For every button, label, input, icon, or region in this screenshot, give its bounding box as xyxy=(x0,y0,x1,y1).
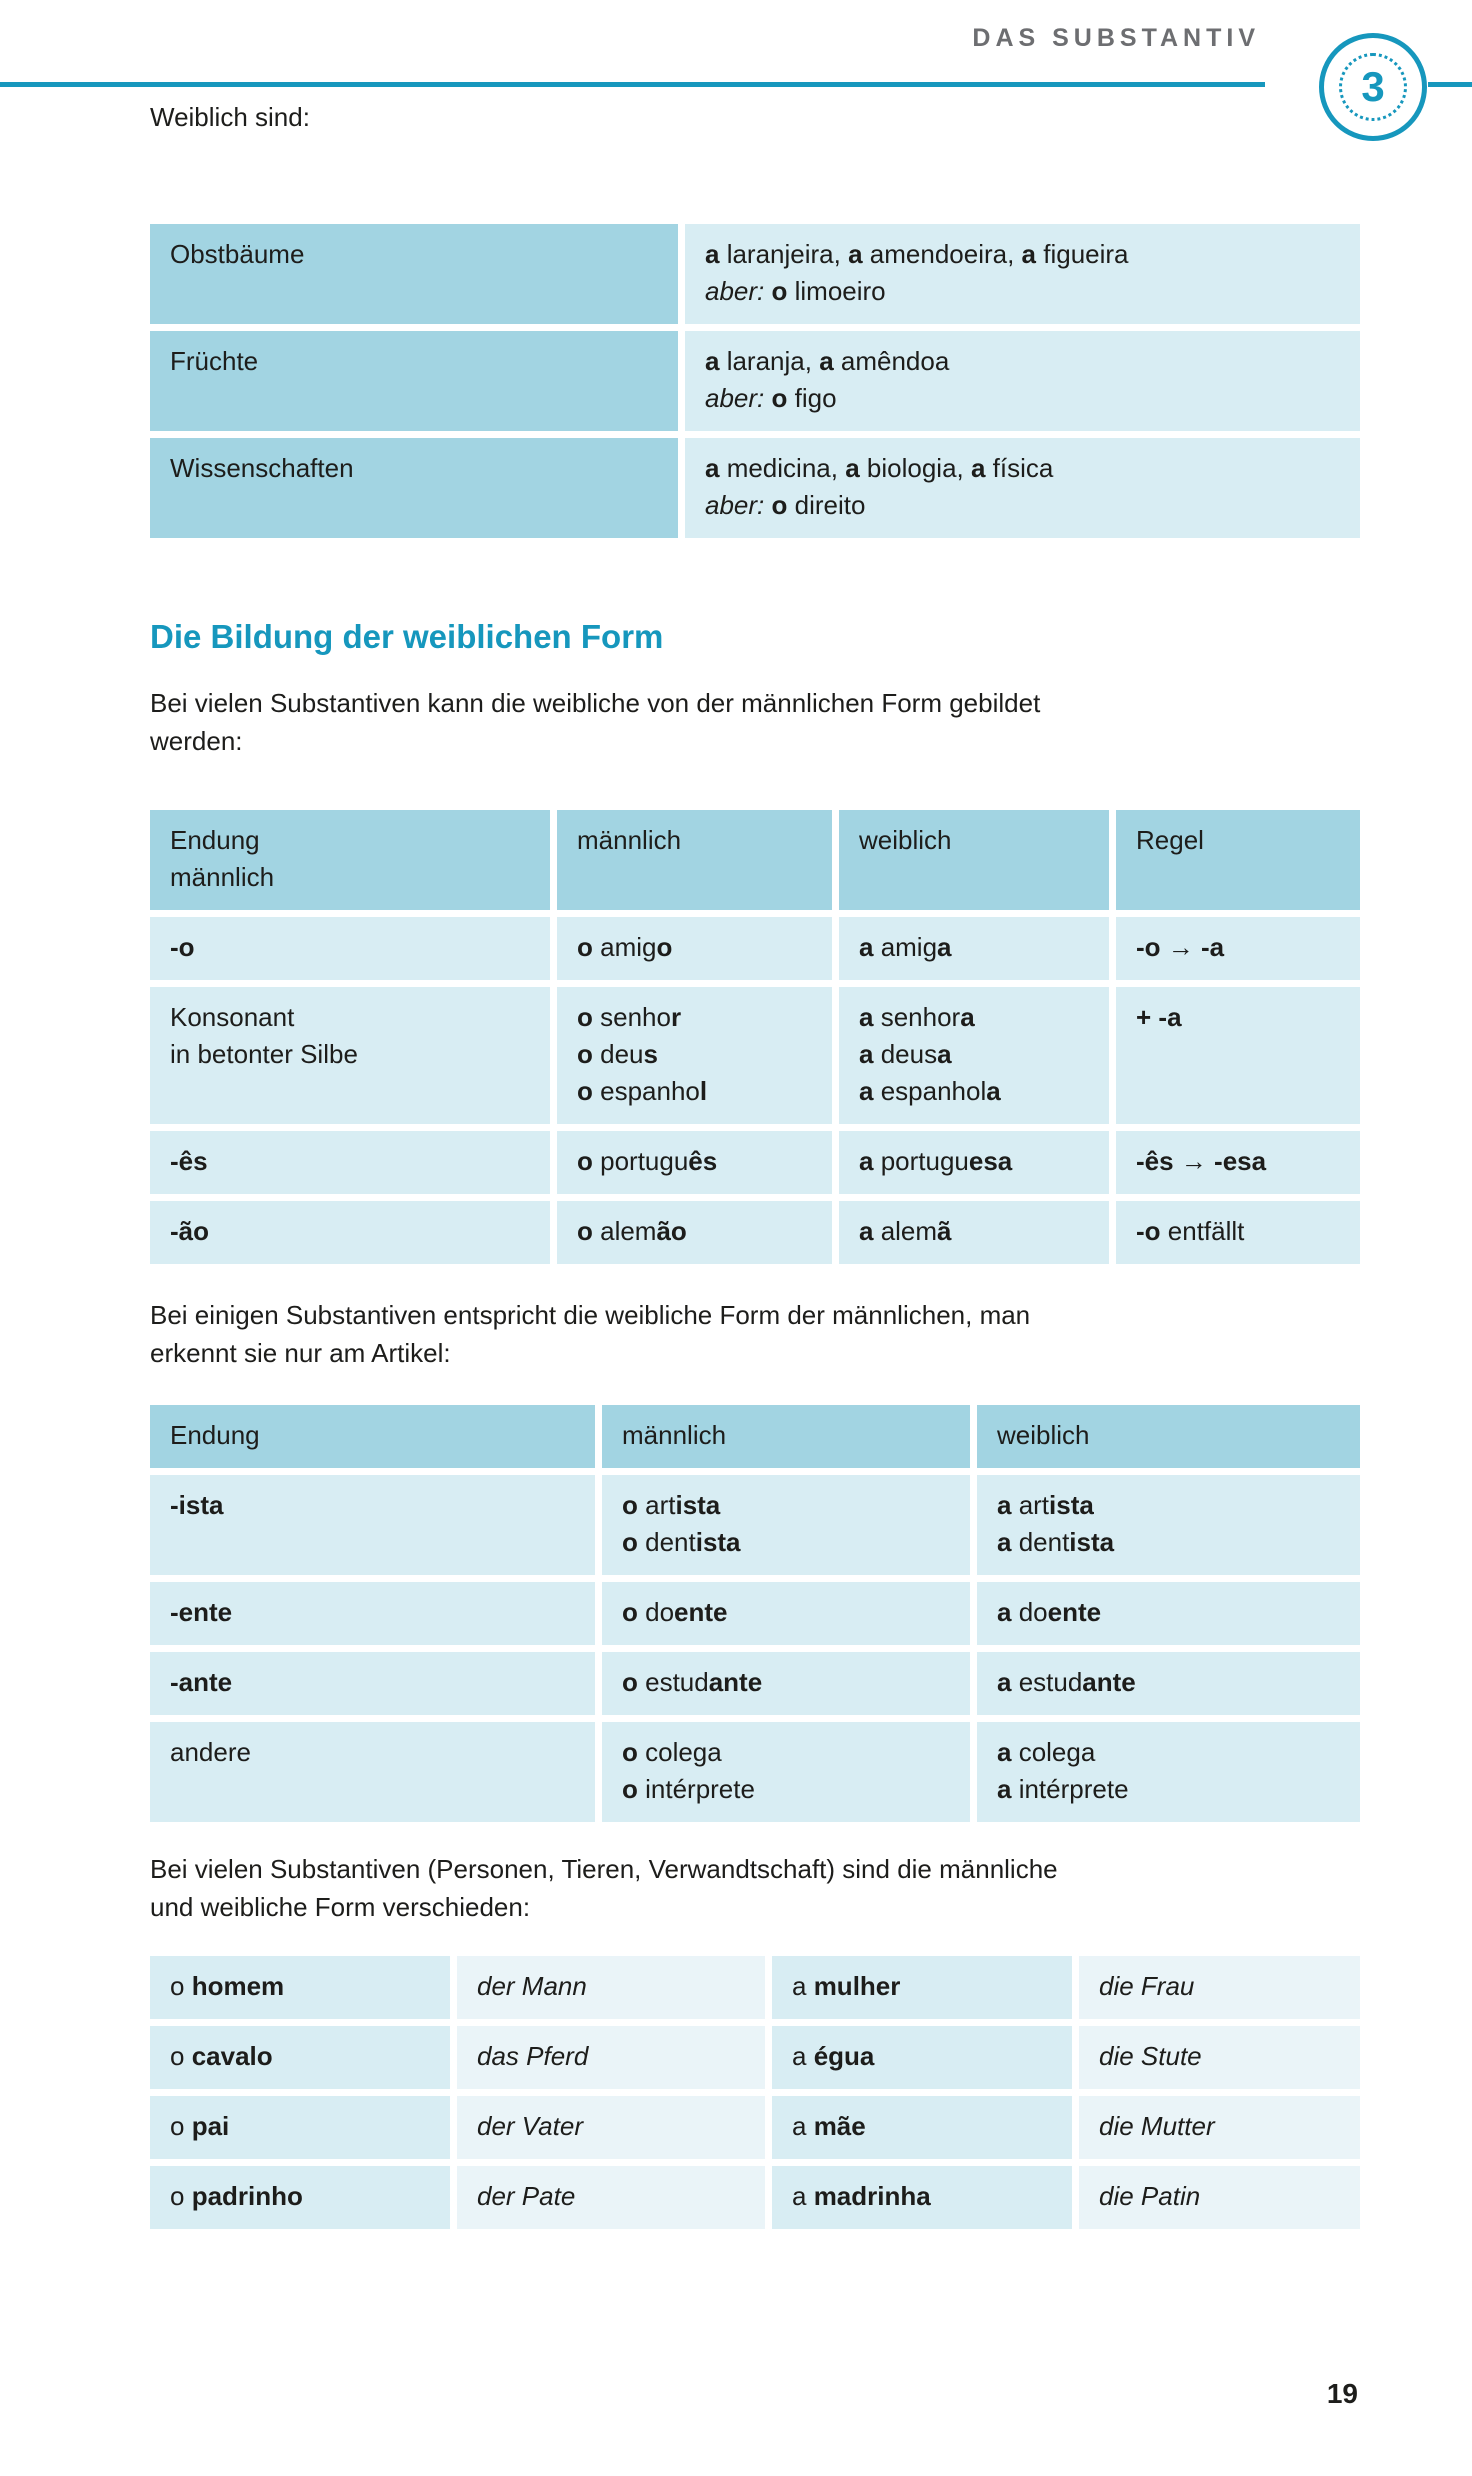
rule-cell: -o entfällt xyxy=(1116,1201,1360,1264)
different-forms-table xyxy=(150,1956,1360,2229)
portuguese-feminine-cell: a madrinha xyxy=(772,2166,1072,2229)
masculine-cell: o amigo xyxy=(557,917,832,980)
feminine-cell: a amiga xyxy=(839,917,1109,980)
chapter-number: 3 xyxy=(1361,63,1385,110)
column-header-weiblich: weiblich xyxy=(977,1405,1360,1468)
section-heading: Die Bildung der weiblichen Form xyxy=(150,618,664,655)
masculine-cell: o colega o intérprete xyxy=(602,1722,970,1822)
german-feminine-cell: die Patin xyxy=(1079,2166,1360,2229)
examples-cell: a laranjeira, a amendoeira, a figueira aber: o limoeiro xyxy=(685,224,1360,324)
examples-cell: a medicina, a biologia, a física aber: o direito xyxy=(685,438,1360,538)
column-header-regel: Regel xyxy=(1116,810,1360,910)
feminine-cell: a alemã xyxy=(839,1201,1109,1264)
rule-cell: -ês → -esa xyxy=(1116,1131,1360,1194)
paragraph: Bei vielen Substantiven (Personen, Tieren, Verwandtschaft) sind die männliche und weibliche Form verschieden: xyxy=(150,1854,1058,1922)
feminine-cell: a estudante xyxy=(977,1652,1360,1715)
feminine-cell: a colega a intérprete xyxy=(977,1722,1360,1822)
category-cell: Obstbäume xyxy=(150,224,678,324)
german-masculine-cell: der Vater xyxy=(457,2096,765,2159)
feminine-cell: a doente xyxy=(977,1582,1360,1645)
paragraph: Bei vielen Substantiven kann die weibliche von der männlichen Form gebildet werden: xyxy=(150,688,1041,756)
masculine-cell: o português xyxy=(557,1131,832,1194)
chapter-number-badge xyxy=(1319,33,1427,141)
german-masculine-cell: der Pate xyxy=(457,2166,765,2229)
feminine-cell: a artista a dentista xyxy=(977,1475,1360,1575)
page-title: DAS SUBSTANTIV xyxy=(972,24,1260,52)
ending-cell: andere xyxy=(150,1722,595,1822)
german-masculine-cell: das Pferd xyxy=(457,2026,765,2089)
column-header-endung: Endung xyxy=(150,1405,595,1468)
ending-cell: -ês xyxy=(150,1131,550,1194)
portuguese-feminine-cell: a mãe xyxy=(772,2096,1072,2159)
ending-cell: -o xyxy=(150,917,550,980)
column-header-weiblich: weiblich xyxy=(839,810,1109,910)
ending-cell: -ente xyxy=(150,1582,595,1645)
masculine-cell: o estudante xyxy=(602,1652,970,1715)
feminine-formation-table xyxy=(150,810,1360,1264)
paragraph: Bei einigen Substantiven entspricht die weibliche Form der männlichen, man erkennt sie nur am Artikel: xyxy=(150,1300,1031,1368)
portuguese-masculine-cell: o padrinho xyxy=(150,2166,450,2229)
category-cell: Früchte xyxy=(150,331,678,431)
same-form-table xyxy=(150,1405,1360,1822)
header-rule-right xyxy=(1428,82,1472,87)
rule-cell: + -a xyxy=(1116,987,1360,1124)
german-feminine-cell: die Frau xyxy=(1079,1956,1360,2019)
category-cell: Wissenschaften xyxy=(150,438,678,538)
german-feminine-cell: die Mutter xyxy=(1079,2096,1360,2159)
feminine-cell: a senhora a deusa a espanhola xyxy=(839,987,1109,1124)
masculine-cell: o senhor o deus o espanhol xyxy=(557,987,832,1124)
masculine-cell: o doente xyxy=(602,1582,970,1645)
column-header-maennlich: männlich xyxy=(602,1405,970,1468)
ending-cell: -ista xyxy=(150,1475,595,1575)
portuguese-masculine-cell: o homem xyxy=(150,1956,450,2019)
rule-cell: -o → -a xyxy=(1116,917,1360,980)
ending-cell: -ante xyxy=(150,1652,595,1715)
feminine-cell: a portuguesa xyxy=(839,1131,1109,1194)
page-number: 19 xyxy=(1326,2378,1358,2409)
intro-text: Weiblich sind: xyxy=(150,102,310,132)
column-header-maennlich: männlich xyxy=(557,810,832,910)
portuguese-feminine-cell: a égua xyxy=(772,2026,1072,2089)
ending-cell: Konsonant in betonter Silbe xyxy=(150,987,550,1124)
examples-cell: a laranja, a amêndoa aber: o figo xyxy=(685,331,1360,431)
portuguese-masculine-cell: o cavalo xyxy=(150,2026,450,2089)
column-header-endung-maennlich: Endung männlich xyxy=(150,810,550,910)
ending-cell: -ão xyxy=(150,1201,550,1264)
header-rule-left xyxy=(0,82,1265,87)
badge-dotted-ring xyxy=(1339,53,1407,121)
german-feminine-cell: die Stute xyxy=(1079,2026,1360,2089)
portuguese-masculine-cell: o pai xyxy=(150,2096,450,2159)
masculine-cell: o alemão xyxy=(557,1201,832,1264)
feminine-categories-table xyxy=(150,224,1360,538)
masculine-cell: o artista o dentista xyxy=(602,1475,970,1575)
german-masculine-cell: der Mann xyxy=(457,1956,765,2019)
portuguese-feminine-cell: a mulher xyxy=(772,1956,1072,2019)
